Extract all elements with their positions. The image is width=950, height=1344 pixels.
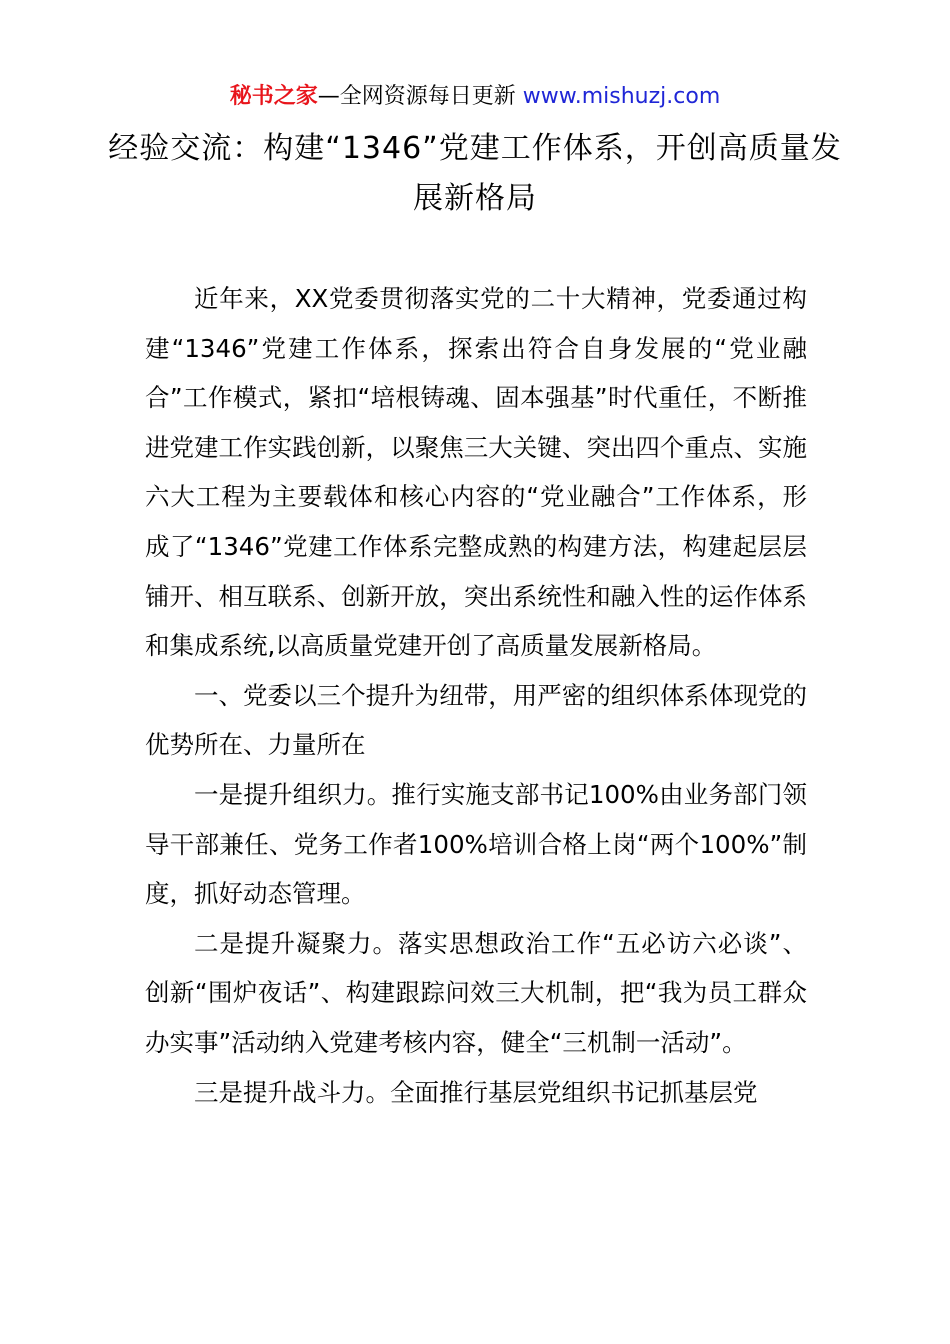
paragraph-intro: 近年来，XX党委贯彻落实党的二十大精神，党委通过构建“1346”党建工作体系，探索出符合自身发展的“党业融合”工作模式，紧扣“培根铸魂、固本强基”时代重任，不断推进党建工作实践创新，以聚焦三大关键、突出四个重点、实施六大工程为主要载体和核心内容的“党业融合”工作体系，形成了“1346”党建工作体系完整成熟的构建方法，构建起层层铺开、相互联系、创新开放，突出系统性和融入性的运作体系和集成系统,以高质量党建开创了高质量发展新格局。 [145,284,807,661]
paragraph-point-3: 三是提升战斗力。全面推行基层党组织书记抓基层党 [194,1077,758,1107]
paragraph-point-2: 二是提升凝聚力。落实思想政治工作“五必访六必谈”、创新“围炉夜话”、构建跟踪问效三大机制，把“我为员工群众办实事”活动纳入党建考核内容，健全“三机制一活动”。 [145,928,807,1057]
paragraph-point-1: 一是提升组织力。推行实施支部书记100%由业务部门领导干部兼任、党务工作者100%培训合格上岗“两个100%”制度，抓好动态管理。 [145,779,807,909]
site-url[interactable]: www.mishuzj.com [522,84,721,109]
section-heading-1: 一、党委以三个提升为纽带，用严密的组织体系体现党的优势所在、力量所在 [145,680,807,760]
brand-name: 秘书之家 [229,84,318,109]
site-header [0,82,950,112]
document-title: 经验交流：构建“1346”党建工作体系，开创高质量发展新格局 [108,131,842,216]
document-body [145,274,807,1117]
header-tagline: —全网资源每日更新 [317,84,523,109]
